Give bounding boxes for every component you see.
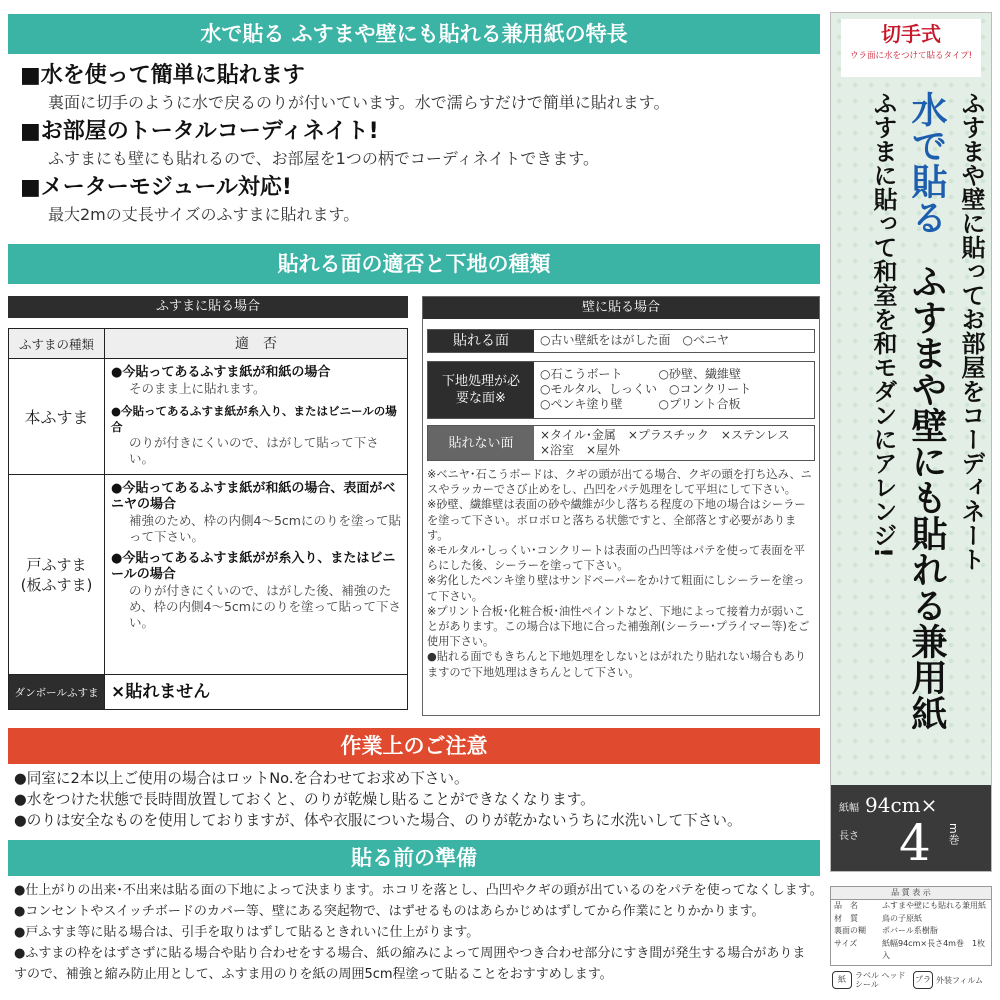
length-unit: m巻 [947,823,960,845]
plastic-recycle-icon: プラ [913,971,933,989]
table-row [9,475,407,675]
cardboard-label: ダンボールふすま [9,675,105,709]
hon-1-note: そのまま上に貼れます。 [129,381,266,396]
wall-note: ※プリント合板･化粧合板･油性ペイントなど、下地によって接着力が弱いことがあります。この場合は下地に合った補強剤(シーラー･プライマー等)をご使用下さい。 [427,604,810,649]
wall-note: ※砂壁、繊維壁は表面の砂や繊維が少し落ちる程度の下地の場合はシーラーを塗って下さい。ボロボロと落ちる状態ですと、全部落とす必要があります。 [427,498,806,542]
package-type-box [841,19,981,77]
quality-header: 品 質 表 示 [831,887,991,900]
package-line3: ふすまや壁にも貼れる兼用紙 [906,263,947,731]
wall-ng-row [427,425,815,461]
list-item: すので、補強と縮み防止用として、ふすま用のりを紙の周囲5cm程塗って貼ることをおすすめします。 [14,967,613,982]
list-item: ●仕上がりの出来･不出来は貼る面の下地によって決まります。ホコリを落とし、凸凹やクギの頭が出ているのをパテを使ってなくします。 [14,883,823,898]
list-item: ●コンセントやスイッチボードのカバー等、壁にある突起物で、はずせるものはあらかじめはずしてから作業にとりかかります。 [14,904,765,919]
to-1-title: ●今貼ってあるふすま紙が和紙の場合、表面がベニヤの場合 [111,481,396,512]
package-image [830,12,992,872]
to-label-1: 戸ふすま [26,555,87,574]
wall-notes [427,467,815,680]
recycle-label-1: ラベル ヘッドシール [855,971,906,989]
fusuma-table [8,328,408,710]
col-type: ふすまの種類 [9,329,105,358]
ok-value: ○古い壁紙をはがした面 ○ベニヤ [540,333,729,347]
hon-2-title: ●今貼ってあるふすま紙が糸入り、またはビニールの場合 [111,404,397,434]
feature-desc: ふすまにも壁にも貼れるので、お部屋を1つの柄でコーディネイトできます。 [48,149,599,168]
quality-row: 品 名 ふすまや壁にも貼れる兼用紙 [834,901,986,910]
ng-value-1: ×タイル･金属 ×プラスチック ×ステンレス [540,428,790,442]
quality-row: サイズ 紙幅94cm×長さ4m巻 1枚入 [834,938,986,960]
feature-title: ■お部屋のトータルコーディネイト! [20,119,379,144]
feature-title: ■メーターモジュール対応! [20,175,292,200]
ng-value-2: ×浴室 ×屋外 [540,443,621,457]
feature-2 [20,118,820,170]
length-label: 長さ [839,831,859,842]
package-line1: ふすまや壁に貼ってお部屋をコーディネート [957,91,985,571]
fusuma-header: ふすまに貼る場合 [8,296,408,318]
wall-note: ●貼れる面でもきちんと下地処理をしないとはがれたり貼れない場合もありますので下地処理はきちんとして下さい。 [427,650,806,679]
list-item: ●のりは安全なものを使用しておりますが、体や衣服についた場合、のりが乾かないうちに水洗いして下さい。 [14,812,742,829]
ng-label: 貼れない面 [428,426,534,460]
package-subtitle: ウラ面に水をつけて貼るタイプ! [850,51,972,61]
width-value: 94cm× [865,793,938,817]
feature-3 [20,174,820,226]
wall-note: ※ベニヤ･石こうボードは、クギの頭が出てる場合、クギの頭を打ち込み、ニスやラッカーでさび止めをし、凸凹をパテ処理をして平坦にして下さい。 [427,468,812,497]
recycle-marks [832,968,992,992]
wall-prep-row [427,361,815,419]
package-line2: 水で貼る [906,91,947,235]
prep-value-3: ○ペンキ塗り壁 ○プリント合板 [540,397,741,411]
hon-2-note: のりが付きにくいので、はがして貼って下さい。 [129,435,379,466]
features-banner: 水で貼る ふすまや壁にも貼れる兼用紙の特長 [8,14,820,54]
fusuma-section [8,296,408,716]
wall-note: ※モルタル･しっくい･コンクリートは表面の凸凹等はパテを使って表面を平らにした後、シーラーを塗って下さい。 [427,544,805,573]
feature-desc: 裏面に切手のように水で戻るのりが付いています。水で濡らすだけで簡単に貼れます。 [48,93,670,112]
list-item: ●ふすまの枠をはずさずに貼る場合や貼り合わせをする場合、紙の縮みによって周囲やつき合わせ部分にすき間が発生する場合がありま [14,946,806,961]
width-label: 紙幅 [839,803,859,814]
quality-label [830,886,992,966]
quality-row: 裏面の糊 ポバール系樹脂 [834,926,938,935]
to-1-note: 補強のため、枠の内側4～5cmにのりを塗って貼って下さい。 [129,513,401,544]
prep-list [14,880,824,985]
surfaces-banner: 貼れる面の適否と下地の種類 [8,244,820,284]
package-type: 切手式 [881,22,941,46]
col-suit: 適 否 [235,336,277,352]
table-header-row [9,329,407,359]
list-item: ●戸ふすま等に貼る場合は、引手を取りはずして貼るときれいに仕上がります。 [14,925,480,940]
to-label-2: (板ふすま) [20,575,93,594]
length-value: 4 [899,814,931,872]
prep-value-1: ○石こうボート ○砂壁、繊維壁 [540,367,741,381]
table-row [9,359,407,475]
wall-section [422,296,820,716]
cardboard-value: ×貼れません [111,682,211,702]
to-2-note: のりが付きにくいので、はがした後、補強のため、枠の内側4～5cmにのりを塗って貼って下さい。 [129,583,401,630]
list-item: ●同室に2本以上ご使用の場合はロットNo.を合わせてお求め下さい。 [14,770,469,787]
table-row [9,675,407,709]
package-line4: ふすまに貼って和室を和モダンにアレンジ! [869,91,897,558]
hon-1-title: ●今貼ってあるふすま紙が和紙の場合 [111,365,331,380]
paper-recycle-icon: 紙 [832,971,852,989]
list-item: ●水をつけた状態で長時間放置しておくと、のりが乾燥し貼ることができなくなります。 [14,791,595,808]
caution-list [14,768,824,831]
prep-label: 下地処理が必要な面※ [428,362,534,418]
hon-label: 本ふすま [9,359,105,474]
feature-desc: 最大2mの丈長サイズのふすまに貼れます。 [48,205,360,224]
feature-title: ■水を使って簡単に貼れます [20,63,305,88]
wall-note: ※劣化したペンキ塗り壁はサンドペーパーをかけて粗面にしシーラーを塗って下さい。 [427,574,805,603]
prep-banner: 貼る前の準備 [8,840,820,876]
wall-header: 壁に貼る場合 [423,297,819,319]
feature-1 [20,62,820,114]
to-2-title: ●今貼ってあるふすま紙がが糸入り、またはビニールの場合 [111,551,396,582]
quality-row: 材 質 鳥の子原紙 [834,913,922,923]
wall-ok-row [427,329,815,353]
prep-value-2: ○モルタル、しっくい ○コンクリート [540,382,752,396]
recycle-label-2: 外装フィルム [936,975,984,985]
ok-label: 貼れる面 [428,330,534,352]
package-spec [831,785,991,872]
caution-banner: 作業上のご注意 [8,728,820,764]
